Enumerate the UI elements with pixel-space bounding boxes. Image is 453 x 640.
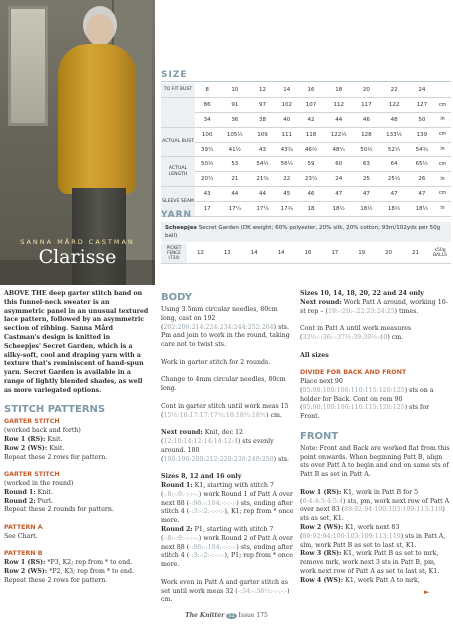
row-text: Knit.: [35, 488, 53, 496]
size-cell: 8: [195, 83, 219, 98]
size-cell: 18: [299, 201, 323, 216]
body-para: Cont in Patt A until work measures (33½:-:36:-:37½:39:39½:40) cm.: [300, 325, 412, 341]
size-cell: 46: [299, 187, 323, 202]
size-cell: 18: [323, 83, 354, 98]
size-cell: 86: [195, 98, 219, 113]
size-cell: 21¾: [250, 172, 274, 187]
row-text: *P2, K3; rep from * to end.: [47, 567, 134, 575]
size-cell: 50½: [354, 142, 378, 157]
size-cell: 12: [250, 83, 274, 98]
size-cell: 53: [219, 157, 250, 172]
size-cell: 17¼: [219, 201, 250, 216]
row-line: [4, 568, 149, 577]
size-row-label: ACTUAL LENGTH: [161, 157, 195, 187]
size-row-label: ACTUAL BUST: [161, 127, 195, 157]
size-cell: 43: [195, 187, 219, 202]
size-cell: 122: [379, 98, 410, 113]
size-cell: 59: [299, 157, 323, 172]
size-cell: 65½: [410, 157, 434, 172]
row-text: Purl.: [35, 497, 53, 505]
designer-name: SANNA MÅRD CASTMAN: [20, 238, 135, 246]
size-cell: 64: [379, 157, 410, 172]
size-cell: 47: [410, 187, 434, 202]
size-cell: 24: [323, 172, 354, 187]
size-cell: 25½: [379, 172, 410, 187]
size-cell: 47: [354, 187, 378, 202]
size-cell: 17¾: [275, 201, 299, 216]
row-text: *P3, K2; rep from * to end.: [45, 559, 133, 567]
size-cell: 16: [299, 83, 323, 98]
size-cell: 34: [195, 113, 219, 128]
size-cell: 54½: [250, 157, 274, 172]
yarn-details: Secret Garden (DK weight; 60% polyester, 20% silk, 20% cotton; 93m/102yds per 50g ball): [165, 225, 441, 239]
size-cell: 63: [354, 157, 378, 172]
size-cell: 18½: [410, 201, 434, 216]
size-cell: 38: [250, 113, 274, 128]
size-cell: 40: [275, 113, 299, 128]
yarn-qty: 12: [187, 243, 214, 263]
row-line: [4, 498, 149, 507]
column-body: [161, 290, 295, 614]
size-row: [161, 98, 451, 113]
body-para: Using 3.5mm circular needles, 80cm long, cast on 192 (202:206:214:224:234:244:252:264) sts. Pm and join to work in the round, taking care not to twist sts.: [161, 306, 290, 349]
size-cell: 18½: [379, 201, 410, 216]
row-line: [4, 559, 149, 568]
yarn-qty: 14: [268, 243, 295, 263]
row-label: Row 2 (WS):: [4, 444, 48, 452]
size-cell: 25: [354, 172, 378, 187]
issue-number: Issue 175: [238, 612, 268, 619]
size-cell: 42: [299, 113, 323, 128]
size-cell: 22: [275, 172, 299, 187]
window: [8, 6, 48, 126]
body-para: Work even in Patt A and garter stitch as set until work meas 32 (-:34:-:36½:-:-:-:-) cm.: [161, 578, 290, 604]
size-cell: 118: [299, 127, 323, 142]
size-unit: in: [434, 201, 451, 216]
size-cell: 44: [219, 187, 250, 202]
yarn-qty: 21: [402, 243, 429, 263]
size-cell: 17¼: [250, 201, 274, 216]
sizes-subheading: Sizes 10, 14, 18, 20, 22 and 24 only: [300, 290, 424, 297]
size-cell: 26: [410, 172, 434, 187]
size-cell: 20: [354, 83, 378, 98]
size-unit: cm: [434, 187, 451, 202]
size-cell: 46: [354, 113, 378, 128]
body-para: Row 2 (WS): K1, work next 83 (89:92:94:100:103:109:113:119) sts in Patt A, slm, work Patt B as set to last st, K1.: [300, 523, 446, 549]
size-row: [161, 113, 451, 128]
size-row: [161, 157, 451, 172]
size-cell: 48¼: [323, 142, 354, 157]
stitch-patterns-heading: STITCH PATTERNS: [4, 404, 106, 416]
size-cell: 52½: [379, 142, 410, 157]
size-cell: 117: [354, 98, 378, 113]
size-cell: 24: [410, 83, 434, 98]
size-cell: 36: [219, 113, 250, 128]
size-cell: 56½: [275, 157, 299, 172]
size-row: [161, 201, 451, 216]
see-chart: See Chart.: [4, 532, 38, 540]
size-cell: 128: [354, 127, 378, 142]
row-line: [4, 445, 149, 454]
size-table: [161, 83, 451, 217]
row-line: [4, 489, 149, 498]
size-cell: 43: [250, 142, 274, 157]
size-cell: 46½: [299, 142, 323, 157]
row-label: Round 1:: [4, 488, 36, 496]
size-unit: cm: [434, 98, 451, 113]
body-para: Round 2: P1, starting with stitch 7 (-:8:-:9:-:-:-:-) work Round 2 of Patt A over next 88 (-:96:-:104:-:-:-:-) sts, ending after stitch 4 (-:3:-:2:-:-:-:-), P1; rep from * once more.: [161, 525, 293, 569]
all-sizes: All sizes: [300, 351, 329, 359]
page-number: 52: [228, 613, 235, 619]
size-cell: 109: [250, 127, 274, 142]
garter-flat-heading: GARTER STITCH: [4, 418, 60, 426]
size-cell: 10: [219, 83, 250, 98]
size-unit: in: [434, 142, 451, 157]
size-unit: cm: [434, 127, 451, 142]
body-heading: BODY: [161, 292, 192, 303]
yarn-heading: YARN: [161, 210, 193, 220]
size-rule: [161, 81, 451, 82]
size-cell: 48: [379, 113, 410, 128]
size-cell: 102: [275, 98, 299, 113]
garter-round-sub: (worked in the round): [4, 479, 74, 487]
yarn-qty: 14: [241, 243, 268, 263]
row-label: Row 1 (RS):: [4, 435, 46, 443]
size-cell: 43¾: [275, 142, 299, 157]
yarn-qty: 13: [214, 243, 241, 263]
size-row-label: TO FIT BUST: [161, 83, 195, 98]
repeat-text: Repeat these 2 rounds for pattern.: [4, 506, 114, 514]
size-cell: 139: [410, 127, 434, 142]
repeat-text: Repeat these 2 rows for pattern.: [4, 576, 108, 584]
yarn-table: [161, 243, 451, 264]
size-unit: cm: [434, 157, 451, 172]
body-para: Change to 4mm circular needles, 80cm long.: [161, 376, 286, 393]
body-para: Cont in garter stitch until work meas 15 (15½:16:17:17:17½:18:18½:18½) cm.: [161, 402, 289, 419]
size-cell: 50: [410, 113, 434, 128]
size-row: [161, 187, 451, 202]
size-row: [161, 172, 451, 187]
body-para: Place next 90 (95:98:100:106:110:115:120:125) sts on a holder for Back. Cont on rem 90 (95:98:100:106:110:115:120:125) sts for Front.: [300, 377, 434, 421]
yarn-unit: x50g BALLS: [429, 243, 451, 263]
pattern-title: Clarisse: [38, 246, 117, 268]
size-cell: 21: [219, 172, 250, 187]
size-heading: SIZE: [161, 70, 188, 80]
size-unit: in: [434, 113, 451, 128]
size-row: [161, 127, 451, 142]
size-row-label: SLEEVE SEAM: [161, 187, 195, 217]
yarn-brand: Scheepjes: [165, 225, 197, 231]
page-footer: [150, 612, 303, 619]
size-cell: 60: [323, 157, 354, 172]
size-cell: 112: [323, 98, 354, 113]
size-cell: 47: [379, 187, 410, 202]
size-cell: 91: [219, 98, 250, 113]
garter-round-heading: GARTER STITCH: [4, 471, 60, 479]
size-cell: 18½: [354, 201, 378, 216]
mustard-sweater: [58, 44, 136, 194]
body-para: Row 3 (RS): K1, work Patt B as set to mrk, remove mrk, work next 3 sts in Patt B, pm, work next row of Patt A as set to last st, K1.: [300, 550, 440, 575]
size-cell: 122½: [323, 127, 354, 142]
intro-text: ABOVE THE deep garter stitch band on this funnel-neck sweater is an asymmetric panel in an unusual textured lace pattern, followed by an asymmetric section of ribbing. Sanna Mård Castman's design is knitted in Scheepjes' Secret Garden, which is a silky-soft, cool and draping yarn with a texture that's reminiscent of hand-spun yarn. Secret Garden is available in a range of lightly blended shades, as well as more variegated options.: [4, 290, 149, 394]
row-label: Row 1 (RS):: [4, 559, 46, 567]
size-unit: in: [434, 172, 451, 187]
size-cell: 17: [195, 201, 219, 216]
size-cell: 54¾: [410, 142, 434, 157]
yarn-shade: PICKET FENCE (734): [161, 243, 187, 263]
size-cell: 97: [250, 98, 274, 113]
body-para: Next round: Knit, dec 12 (12:10:14:12:14:14:12:4) sts evenly around. 180 (190:196:200:212:220:230:240:250) sts.: [161, 429, 289, 463]
body-para: Row 4 (WS): K1, work Patt A to mrk,: [300, 576, 420, 584]
size-cell: 18½: [323, 201, 354, 216]
yarn-description: [161, 222, 451, 242]
pattern-b-heading: PATTERN B: [4, 550, 43, 558]
yarn-qty: 16: [295, 243, 322, 263]
size-row: [161, 142, 451, 157]
yarn-qty: 17: [321, 243, 348, 263]
sizes-subheading: Sizes 8, 12 and 16 only: [161, 473, 242, 481]
size-row: [161, 83, 451, 98]
garter-flat-sub: (worked back and forth): [4, 427, 81, 435]
size-cell: 39¼: [195, 142, 219, 157]
size-cell: 14: [275, 83, 299, 98]
size-row-label: [161, 98, 195, 128]
size-cell: 107: [299, 98, 323, 113]
row-label: Row 2 (WS):: [4, 567, 48, 575]
body-para: Round 1: K1, starting with stitch 7 (-:8:-:9:-:-:-:-) work Round 1 of Patt A over next 88 (-:96:-:104:-:-:-:-) sts, ending after stitch 4 (-:3:-:2:-:-:-:-), K1; rep from * once more.: [161, 481, 294, 525]
body-para: Row 1 (RS): K1, work in Patt B for 5 (6:4:4:5:4:5:4) sts, pm, work next row of Patt A over next 83 (89:92:94:100:103:109:113:119) sts as set, K1.: [300, 488, 450, 523]
front-heading: FRONT: [300, 430, 339, 442]
size-cell: 45: [275, 187, 299, 202]
size-cell: 23¼: [299, 172, 323, 187]
size-cell: 133½: [379, 127, 410, 142]
size-cell: 44: [250, 187, 274, 202]
continue-arrow-icon: ►: [424, 588, 430, 596]
row-text: Knit.: [45, 435, 63, 443]
row-label: Round 2:: [4, 497, 36, 505]
body-para: Work in garter stitch for 2 rounds.: [161, 358, 271, 366]
body-para: Next round: Work Patt A around, working 10-st rep – (19:-:20:-:22:23:24:25) times.: [300, 298, 448, 315]
pattern-a-heading: PATTERN A: [4, 523, 43, 531]
model-head: [86, 14, 114, 46]
body-para: Note: Front and Back are worked flat from this point onwards. When beginning Patt B, align sts over Patt A to begin and end on same sts of Patt B as set in Patt A.: [300, 444, 450, 479]
size-cell: 22: [379, 83, 410, 98]
size-unit: [434, 83, 451, 98]
size-cell: 100: [195, 127, 219, 142]
size-cell: 41½: [219, 142, 250, 157]
size-cell: 20¼: [195, 172, 219, 187]
yarn-qty: 19: [348, 243, 375, 263]
size-cell: 127: [410, 98, 434, 113]
magazine-name: The Knitter: [185, 612, 225, 619]
repeat-text: Repeat these 2 rows for pattern.: [4, 453, 108, 461]
yarn-qty: 20: [375, 243, 402, 263]
column-front: [300, 290, 450, 586]
size-cell: 47: [323, 187, 354, 202]
size-cell: 111: [275, 127, 299, 142]
size-cell: 50½: [195, 157, 219, 172]
row-line: [4, 436, 149, 445]
divide-heading: DIVIDE FOR BACK AND FRONT: [300, 369, 407, 377]
column-intro: [4, 290, 149, 586]
row-text: Knit.: [47, 444, 65, 452]
size-cell: 105½: [219, 127, 250, 142]
size-cell: 44: [323, 113, 354, 128]
